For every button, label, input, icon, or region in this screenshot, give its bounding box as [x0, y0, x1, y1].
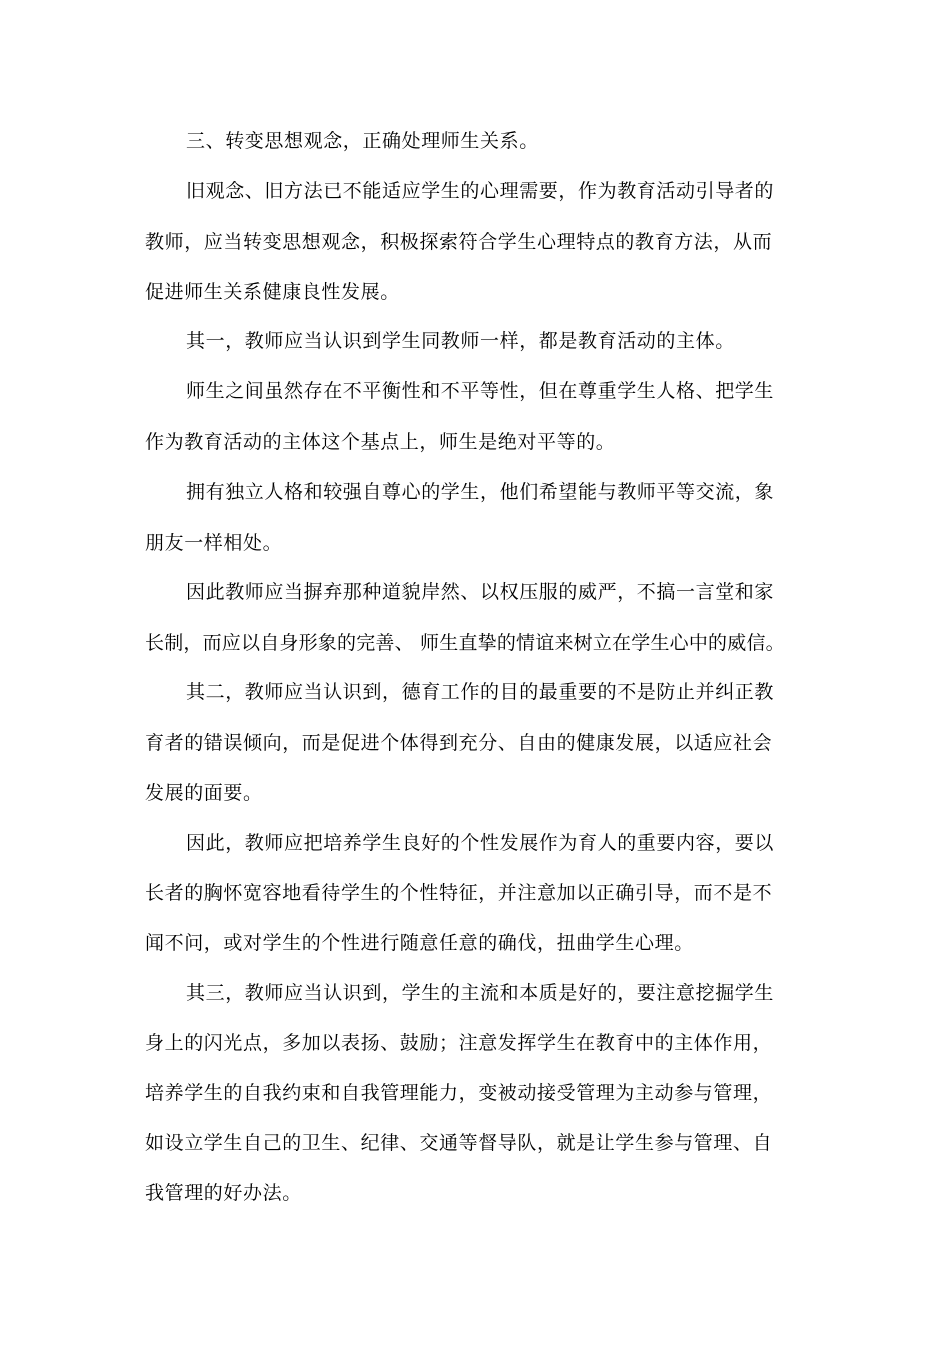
section-heading: 三、转变思想观念，正确处理师生关系。 — [186, 130, 539, 152]
paragraph-line: 其一，教师应当认识到学生同教师一样，都是教育活动的主体。 — [186, 330, 735, 352]
paragraph-line: 身上的闪光点，多加以表扬、鼓励；注意发挥学生在教育中的主体作用， — [145, 1032, 773, 1054]
paragraph-line: 拥有独立人格和较强自尊心的学生，他们希望能与教师平等交流，象 — [186, 481, 775, 503]
paragraph-line: 育者的错误倾向，而是促进个体得到充分、自由的健康发展，以适应社会 — [145, 732, 773, 754]
paragraph-line: 师生之间虽然存在不平衡性和不平等性，但在尊重学生人格、把学生 — [186, 380, 775, 402]
paragraph-line: 我管理的好办法。 — [145, 1182, 302, 1204]
paragraph-line: 旧观念、旧方法已不能适应学生的心理需要，作为教育活动引导者的 — [186, 180, 775, 202]
paragraph-line: 闻不问，或对学生的个性进行随意任意的确伐，扭曲学生心理。 — [145, 932, 694, 954]
paragraph-line: 教师，应当转变思想观念，积极探索符合学生心理特点的教育方法，从而 — [145, 231, 773, 253]
paragraph-line: 长者的胸怀宽容地看待学生的个性特征，并注意加以正确引导，而不是不 — [145, 882, 773, 904]
paragraph-line: 长制，而应以自身形象的完善、 师生直挚的情谊来树立在学生心中的威信。 — [145, 632, 785, 654]
paragraph-line: 因此教师应当摒弃那种道貌岸然、以权压服的威严，不搞一言堂和家 — [186, 581, 775, 603]
paragraph-line: 其三，教师应当认识到，学生的主流和本质是好的，要注意挖掘学生 — [186, 982, 775, 1004]
paragraph-line: 发展的面要。 — [145, 782, 263, 804]
paragraph-line: 朋友一样相处。 — [145, 532, 283, 554]
paragraph-line: 培养学生的自我约束和自我管理能力，变被动接受管理为主动参与管理， — [145, 1082, 773, 1104]
paragraph-line: 因此，教师应把培养学生良好的个性发展作为育人的重要内容，要以 — [186, 832, 775, 854]
paragraph-line: 促进师生关系健康良性发展。 — [145, 281, 400, 303]
paragraph-line: 其二，教师应当认识到，德育工作的目的最重要的不是防止并纠正教 — [186, 681, 775, 703]
paragraph-line: 作为教育活动的主体这个基点上，师生是绝对平等的。 — [145, 431, 616, 453]
paragraph-line: 如设立学生自己的卫生、纪律、交通等督导队，就是让学生参与管理、自 — [145, 1132, 773, 1154]
